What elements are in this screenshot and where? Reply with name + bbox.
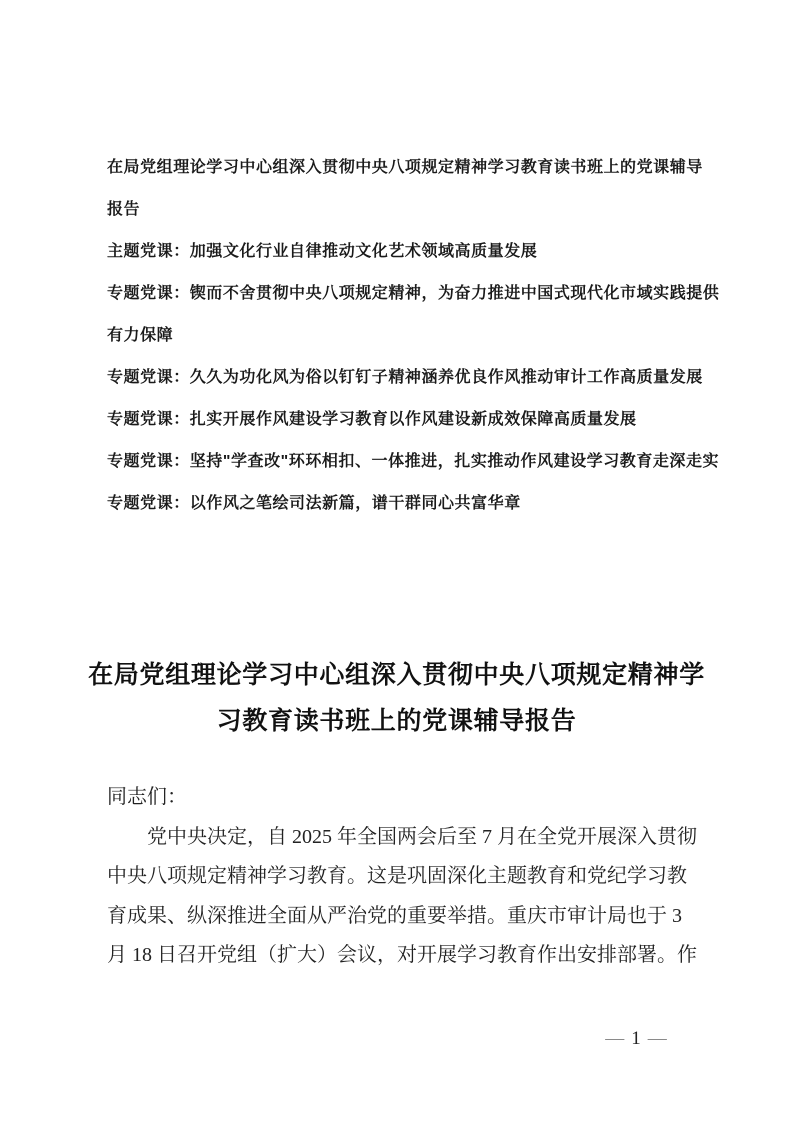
paragraph-line-1: 党中央决定，自 2025 年全国两会后至 7 月在全党开展深入贯彻 [147,825,697,848]
toc-special-lecture-3: 专题党课：扎实开展作风建设学习教育以作风建设新成效保障高质量发展 [107,411,637,428]
paragraph-line-4: 月 18 日召开党组（扩大）会议，对开展学习教育作出安排部署。作 [107,944,697,966]
paragraph-line-2: 中央八项规定精神学习教育。这是巩固深化主题教育和党纪学习教 [107,865,687,887]
toc-special-lecture-1-line-2: 有力保障 [107,327,174,344]
paragraph-line-3: 育成果、纵深推进全面从严治党的重要举措。重庆市审计局也于 3 [107,904,682,927]
document-body [107,778,697,976]
page-footer [563,1026,709,1052]
footer-dash-right: — [647,1028,667,1049]
toc-title-line-2: 报告 [107,201,141,218]
footer-dash-left: — [605,1028,625,1049]
toc-special-lecture-1-line-1: 专题党课：锲而不舍贯彻中央八项规定精神，为奋力推进中国式现代化市域实践提供 [107,285,720,302]
toc-special-lecture-4: 专题党课：坚持"学查改"环环相扣、一体推进，扎实推动作风建设学习教育走深走实 [107,453,720,470]
document-title-line-2: 习教育读书班上的党课辅导报告 [216,707,577,735]
toc-special-lecture-2: 专题党课：久久为功化风为俗以钉钉子精神涵养优良作风推动审计工作高质量发展 [107,369,703,386]
lecture-topic-list [107,147,720,525]
toc-main-lecture: 主题党课：加强文化行业自律推动文化艺术领域高质量发展 [107,243,538,260]
salutation: 同志们： [107,786,187,808]
toc-title-line-1: 在局党组理论学习中心组深入贯彻中央八项规定精神学习教育读书班上的党课辅导 [107,159,703,176]
document-title [0,652,793,744]
page-number: 1 [631,1028,641,1049]
toc-special-lecture-5: 专题党课：以作风之笔绘司法新篇，谱干群同心共富华章 [107,495,521,512]
document-title-line-1: 在局党组理论学习中心组深入贯彻中央八项规定精神学 [88,661,705,689]
